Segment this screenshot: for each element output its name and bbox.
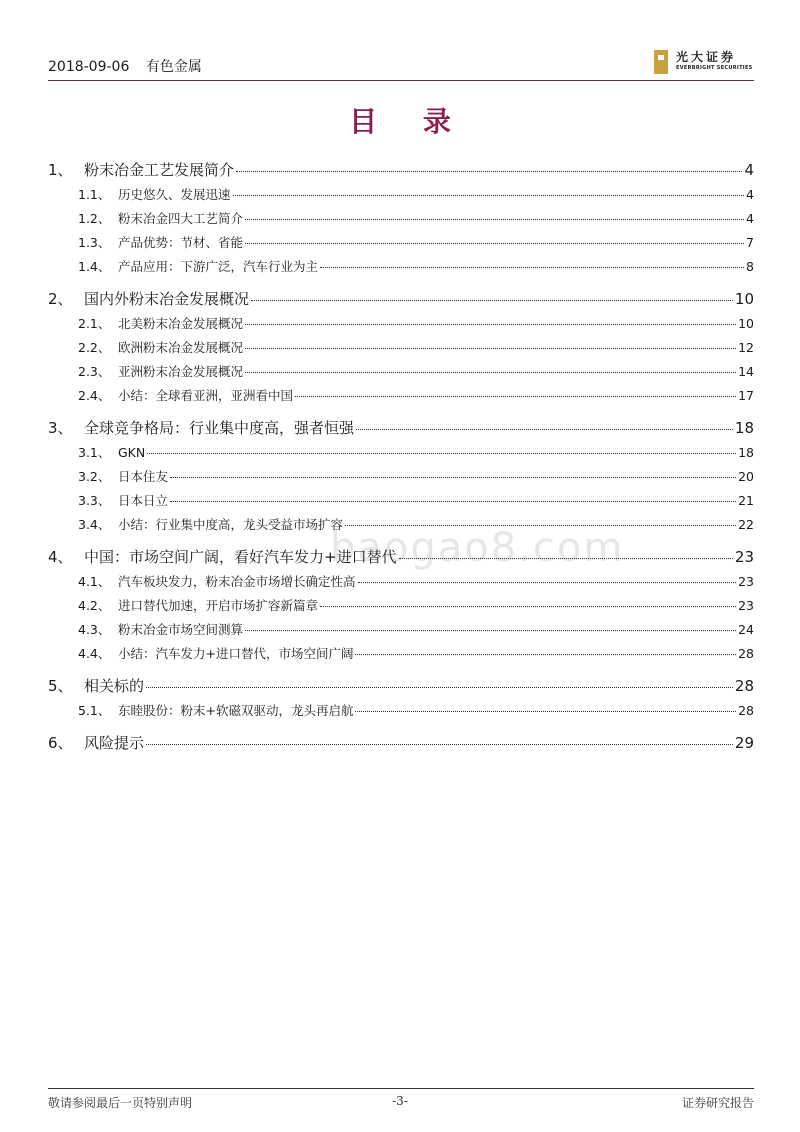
toc-number: 3、 — [48, 419, 73, 437]
toc-label: 欧洲粉末冶金发展概况 — [118, 340, 244, 355]
toc-label: 历史悠久、发展迅速 — [118, 187, 231, 202]
toc-number: 3.3、 — [78, 493, 111, 508]
toc-leader — [358, 582, 737, 583]
toc-page: 14 — [738, 364, 754, 379]
toc-subsection[interactable] — [48, 207, 754, 231]
toc-number: 4、 — [48, 548, 73, 566]
toc-leader — [146, 687, 733, 688]
toc-page: 23 — [738, 574, 754, 589]
toc-page: 21 — [738, 493, 754, 508]
toc-page: 22 — [738, 517, 754, 532]
toc-page: 18 — [734, 419, 754, 437]
toc-label: 进口替代加速，开启市场扩容新篇章 — [118, 598, 319, 613]
toc-leader — [233, 195, 745, 196]
page-number: -3- — [392, 1094, 408, 1108]
toc-leader — [147, 453, 736, 454]
page-title: 目 录 — [349, 105, 469, 138]
toc-label: 汽车板块发力，粉末冶金市场增长确定性高 — [118, 574, 356, 589]
toc-leader — [245, 219, 744, 220]
toc-label: 东睦股份：粉末+软磁双驱动，龙头再启航 — [118, 703, 354, 718]
footer-divider — [48, 1088, 754, 1089]
toc-number: 4.4、 — [78, 646, 111, 661]
toc-number: 1.3、 — [78, 235, 111, 250]
toc-label: 日本住友 — [118, 469, 169, 484]
toc-leader — [245, 630, 736, 631]
toc-subsection[interactable] — [48, 336, 754, 360]
logo-icon — [654, 50, 668, 74]
toc-number: 1.4、 — [78, 259, 111, 274]
toc-label: 亚洲粉末冶金发展概况 — [118, 364, 244, 379]
toc-page: 7 — [746, 235, 754, 250]
toc-page: 28 — [734, 677, 754, 695]
toc-page: 4 — [746, 211, 754, 226]
toc-number: 2.3、 — [78, 364, 111, 379]
toc-label: 小结：行业集中度高，龙头受益市场扩容 — [118, 517, 344, 532]
toc-subsection[interactable] — [48, 231, 754, 255]
report-sector: 有色金属 — [145, 59, 202, 75]
toc-label: 全球竞争格局：行业集中度高，强者恒强 — [84, 419, 355, 437]
toc-page: 20 — [738, 469, 754, 484]
toc-number: 2.2、 — [78, 340, 111, 355]
toc-label: 国内外粉末冶金发展概况 — [84, 290, 250, 308]
toc-leader — [355, 711, 736, 712]
toc-number: 3.2、 — [78, 469, 111, 484]
toc-label: GKN — [118, 445, 146, 460]
toc-page: 28 — [738, 646, 754, 661]
toc-leader — [236, 171, 742, 172]
logo-en-text: EVERBRIGHT SECURITIES — [676, 65, 753, 71]
toc-page: 24 — [738, 622, 754, 637]
toc-label: 小结：汽车发力+进口替代，市场空间广阔 — [118, 646, 354, 661]
toc-number: 6、 — [48, 734, 73, 752]
toc-leader — [245, 243, 744, 244]
toc-label: 粉末冶金工艺发展简介 — [84, 161, 235, 179]
toc-page: 17 — [738, 388, 754, 403]
toc-leader — [320, 606, 736, 607]
everbright-logo — [654, 48, 754, 78]
toc-page: 4 — [744, 161, 754, 179]
toc-label: 风险提示 — [84, 734, 145, 752]
toc-page: 29 — [734, 734, 754, 752]
toc-label: 粉末冶金市场空间测算 — [118, 622, 244, 637]
toc-subsection[interactable] — [48, 618, 754, 642]
toc-number: 3.4、 — [78, 517, 111, 532]
toc-label: 产品应用：下游广泛，汽车行业为主 — [118, 259, 319, 274]
table-of-contents — [48, 150, 754, 756]
toc-page: 10 — [734, 290, 754, 308]
toc-number: 2.4、 — [78, 388, 111, 403]
toc-leader — [245, 372, 736, 373]
toc-label: 小结：全球看亚洲，亚洲看中国 — [118, 388, 294, 403]
toc-leader — [399, 558, 733, 559]
toc-section[interactable] — [48, 286, 754, 312]
toc-subsection[interactable] — [48, 594, 754, 618]
toc-subsection[interactable] — [48, 489, 754, 513]
watermark: baogao8.com — [330, 525, 625, 571]
report-date: 2018-09-06 — [48, 59, 130, 75]
toc-number: 1.1、 — [78, 187, 111, 202]
toc-number: 1、 — [48, 161, 73, 179]
toc-label: 北美粉末冶金发展概况 — [118, 316, 244, 331]
toc-label: 产品优势：节材、省能 — [118, 235, 244, 250]
toc-page: 18 — [738, 445, 754, 460]
toc-leader — [170, 501, 736, 502]
toc-leader — [295, 396, 736, 397]
toc-subsection[interactable] — [48, 312, 754, 336]
footer-report-type: 证券研究报告 — [681, 1096, 754, 1110]
toc-label: 日本日立 — [118, 493, 169, 508]
toc-subsection[interactable] — [48, 255, 754, 279]
toc-page: 23 — [734, 548, 754, 566]
toc-subsection[interactable] — [48, 513, 754, 537]
toc-subsection[interactable] — [48, 570, 754, 594]
toc-page: 4 — [746, 187, 754, 202]
toc-number: 1.2、 — [78, 211, 111, 226]
toc-section[interactable] — [48, 544, 754, 570]
toc-leader — [356, 429, 733, 430]
toc-section[interactable] — [48, 157, 754, 183]
toc-leader — [245, 324, 736, 325]
toc-leader — [355, 654, 736, 655]
logo-cn-text: 光大证券 — [676, 50, 737, 64]
toc-number: 4.2、 — [78, 598, 111, 613]
toc-label: 粉末冶金四大工艺简介 — [118, 211, 244, 226]
toc-page: 23 — [738, 598, 754, 613]
toc-leader — [170, 477, 736, 478]
toc-subsection[interactable] — [48, 441, 754, 465]
toc-page: 12 — [738, 340, 754, 355]
toc-subsection[interactable] — [48, 384, 754, 408]
toc-subsection[interactable] — [48, 465, 754, 489]
header-divider — [48, 80, 754, 81]
toc-subsection[interactable] — [48, 699, 754, 723]
toc-subsection[interactable] — [48, 642, 754, 666]
toc-leader — [146, 744, 733, 745]
toc-leader — [345, 525, 736, 526]
toc-section[interactable] — [48, 673, 754, 699]
toc-leader — [320, 267, 744, 268]
toc-label: 相关标的 — [84, 677, 145, 695]
toc-section[interactable] — [48, 415, 754, 441]
toc-subsection[interactable] — [48, 183, 754, 207]
toc-number: 4.3、 — [78, 622, 111, 637]
toc-number: 2.1、 — [78, 316, 111, 331]
toc-number: 4.1、 — [78, 574, 111, 589]
toc-label: 中国：市场空间广阔，看好汽车发力+进口替代 — [84, 548, 397, 566]
toc-leader — [245, 348, 736, 349]
toc-leader — [251, 300, 733, 301]
toc-section[interactable] — [48, 730, 754, 756]
toc-number: 5.1、 — [78, 703, 111, 718]
toc-subsection[interactable] — [48, 360, 754, 384]
report-header — [48, 56, 214, 76]
toc-page: 10 — [738, 316, 754, 331]
toc-number: 3.1、 — [78, 445, 111, 460]
toc-page: 28 — [738, 703, 754, 718]
footer-disclaimer: 敬请参阅最后一页特别声明 — [48, 1096, 193, 1110]
toc-number: 5、 — [48, 677, 73, 695]
toc-page: 8 — [746, 259, 754, 274]
toc-number: 2、 — [48, 290, 73, 308]
